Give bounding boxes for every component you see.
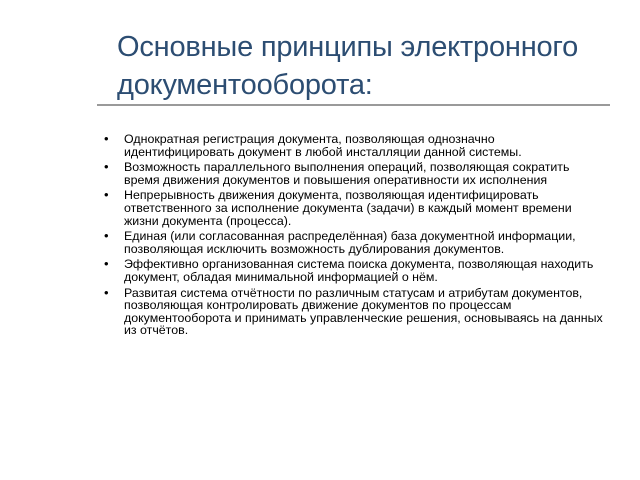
bullet-item (104, 258, 604, 283)
bullet-text: Возможность параллельного выполнения операций, позволяющая сократить время движения документов и повышения оперативности их исполнения (124, 160, 570, 187)
bullet-icon: • (104, 187, 109, 203)
bullet-icon: • (104, 256, 109, 272)
bullet-text: Эффективно организованная система поиска документа, позволяющая находить документ, обладая минимальной информацией о нём. (124, 257, 594, 284)
bullet-item (104, 189, 604, 227)
bullet-item (104, 284, 604, 338)
bullet-text: Непрерывность движения документа, позволяющая идентифицировать ответственного за исполнение документа (задачи) в каждый момент времени жизни документа (процесса). (124, 188, 572, 228)
bullet-item (104, 161, 604, 186)
bullet-text: Развитая система отчётности по различным статусам и атрибутам документов, позволяющая контролировать движение документов по процессам документооборота и принимать управленческие решения, основываясь на данных из отчётов. (124, 285, 603, 338)
bullet-text: Единая (или согласованная распределённая) база документной информации, позволяющая исключить возможность дублирования документов. (124, 229, 576, 256)
bullet-icon: • (104, 284, 109, 300)
bullet-list (104, 133, 604, 340)
slide-title: Основные принципы электронного документооборота: (117, 31, 579, 101)
bullet-item (104, 230, 604, 255)
title-divider (97, 104, 610, 106)
bullet-icon: • (104, 159, 109, 175)
bullet-text: Однократная регистрация документа, позволяющая однозначно идентифицировать документ в любой инсталляции данной системы. (124, 132, 522, 159)
bullet-item (104, 133, 604, 158)
bullet-icon: • (104, 228, 109, 244)
bullet-icon: • (104, 131, 109, 146)
